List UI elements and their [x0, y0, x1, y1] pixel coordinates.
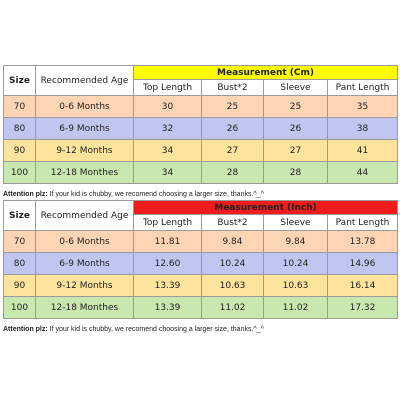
size-header: Size — [4, 201, 36, 231]
value-cell: 13.39 — [134, 275, 202, 297]
value-cell: 28 — [202, 162, 264, 184]
size-cell: 90 — [4, 275, 36, 297]
age-cell: 6-9 Months — [36, 118, 134, 140]
table-row — [4, 140, 398, 162]
value-cell: 11.81 — [134, 231, 202, 253]
age-cell: 0-6 Months — [36, 96, 134, 118]
measurement-header: Measurement (Inch) — [134, 201, 398, 215]
table-row — [4, 253, 398, 275]
attention-text: If your kid is chubby, we recomend choosing a larger size, thanks.^_^ — [47, 326, 264, 333]
value-cell: 26 — [264, 118, 328, 140]
table-row — [4, 231, 398, 253]
attention-note — [3, 319, 397, 341]
value-cell: 27 — [202, 140, 264, 162]
age-cell: 9-12 Months — [36, 275, 134, 297]
age-header: Recommended Age — [36, 201, 134, 231]
size-header: Size — [4, 66, 36, 96]
column-header: Pant Length — [328, 80, 398, 96]
value-cell: 10.63 — [264, 275, 328, 297]
size-chart-inch — [3, 200, 397, 341]
value-cell: 12.60 — [134, 253, 202, 275]
column-header: Top Length — [134, 80, 202, 96]
size-cell: 90 — [4, 140, 36, 162]
value-cell: 34 — [134, 162, 202, 184]
size-table-cm — [3, 65, 398, 184]
age-cell: 12-18 Monthes — [36, 162, 134, 184]
value-cell: 25 — [264, 96, 328, 118]
column-header: Sleeve — [264, 215, 328, 231]
table-row — [4, 275, 398, 297]
value-cell: 9.84 — [264, 231, 328, 253]
column-header: Pant Length — [328, 215, 398, 231]
age-header: Recommended Age — [36, 66, 134, 96]
value-cell: 44 — [328, 162, 398, 184]
column-header: Sleeve — [264, 80, 328, 96]
column-header: Bust*2 — [202, 80, 264, 96]
value-cell: 28 — [264, 162, 328, 184]
value-cell: 27 — [264, 140, 328, 162]
value-cell: 10.24 — [264, 253, 328, 275]
age-cell: 6-9 Months — [36, 253, 134, 275]
table-row — [4, 297, 398, 319]
value-cell: 26 — [202, 118, 264, 140]
measurement-header: Measurement (Cm) — [134, 66, 398, 80]
value-cell: 25 — [202, 96, 264, 118]
value-cell: 41 — [328, 140, 398, 162]
table-row — [4, 96, 398, 118]
size-cell: 70 — [4, 231, 36, 253]
age-cell: 12-18 Monthes — [36, 297, 134, 319]
value-cell: 32 — [134, 118, 202, 140]
size-cell: 80 — [4, 118, 36, 140]
value-cell: 11.02 — [264, 297, 328, 319]
value-cell: 16.14 — [328, 275, 398, 297]
value-cell: 13.78 — [328, 231, 398, 253]
value-cell: 10.63 — [202, 275, 264, 297]
value-cell: 17.32 — [328, 297, 398, 319]
value-cell: 9.84 — [202, 231, 264, 253]
column-header: Top Length — [134, 215, 202, 231]
value-cell: 34 — [134, 140, 202, 162]
value-cell: 10.24 — [202, 253, 264, 275]
value-cell: 30 — [134, 96, 202, 118]
size-chart-cm — [3, 65, 397, 206]
value-cell: 14.96 — [328, 253, 398, 275]
value-cell: 35 — [328, 96, 398, 118]
size-cell: 100 — [4, 297, 36, 319]
table-row — [4, 118, 398, 140]
table-row — [4, 162, 398, 184]
age-cell: 0-6 Months — [36, 231, 134, 253]
size-cell: 100 — [4, 162, 36, 184]
age-cell: 9-12 Months — [36, 140, 134, 162]
size-table-inch — [3, 200, 398, 319]
attention-label: Attention plz: — [3, 326, 48, 333]
value-cell: 38 — [328, 118, 398, 140]
value-cell: 13.39 — [134, 297, 202, 319]
value-cell: 11.02 — [202, 297, 264, 319]
size-cell: 80 — [4, 253, 36, 275]
attention-text: If your kid is chubby, we recomend choosing a larger size, thanks.^_^ — [47, 191, 264, 198]
column-header: Bust*2 — [202, 215, 264, 231]
size-cell: 70 — [4, 96, 36, 118]
attention-label: Attention plz: — [3, 191, 48, 198]
